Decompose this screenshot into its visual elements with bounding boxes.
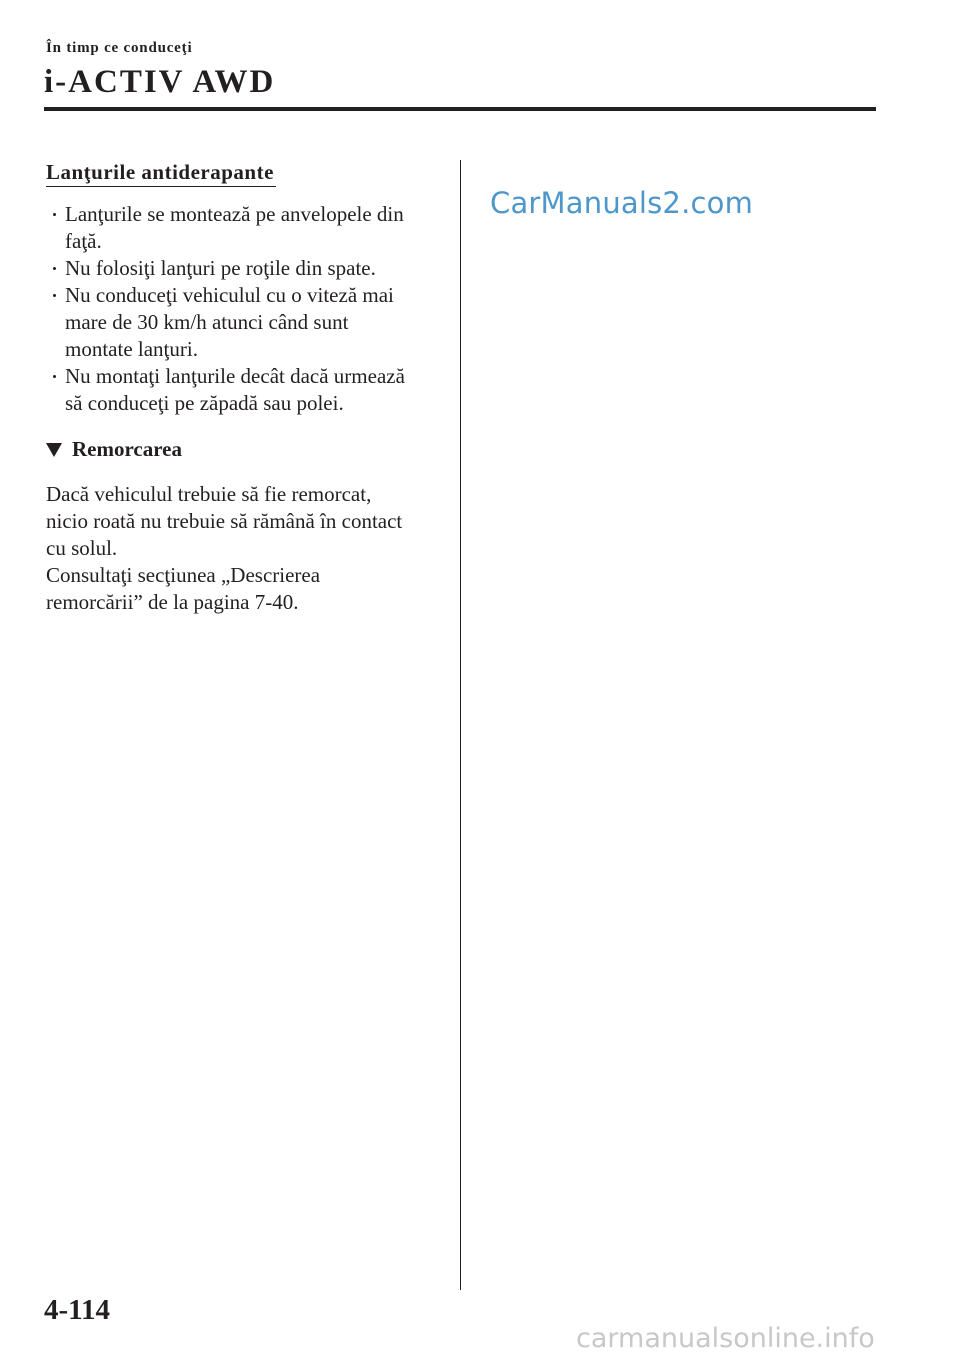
bullet-icon [53,375,56,378]
chains-bullet-list [46,201,442,417]
bullet-icon [53,294,56,297]
towing-heading-label: Remorcarea [72,437,183,461]
bullet-line: Nu folosiţi lanţuri pe roţile din spate. [65,256,376,280]
bullet-line: montate lanţuri. [65,337,198,361]
triangle-down-icon [46,443,62,457]
towing-paragraph-1 [46,481,442,562]
breadcrumb: În timp ce conduceţi [46,40,193,56]
bullet-line: Nu montaţi lanţurile decât dacă urmează [65,364,405,388]
bullet-line: faţă. [65,229,102,253]
watermark-logo-bottom: carmanualsonline.info [576,1323,875,1354]
list-item [46,201,442,255]
bullet-icon [53,267,56,270]
list-item [46,282,442,363]
paragraph-line: Dacă vehiculul trebuie să fie remorcat, [46,482,372,506]
paragraph-line: nicio roată nu trebuie să rămână în contact [46,509,403,533]
list-item [46,363,442,417]
column-divider [460,160,461,1290]
towing-heading [46,435,442,463]
towing-paragraph-2 [46,562,442,616]
bullet-line: Nu conduceţi vehiculul cu o viteză mai [65,283,394,307]
bullet-line: să conduceţi pe zăpadă sau polei. [65,391,344,415]
bullet-line: Lanţurile se montează pe anvelopele din [65,202,404,226]
watermark-logo-top: CarManuals2.com [490,186,754,220]
page-title: i-ACTIV AWD [44,64,276,100]
list-item [46,255,442,282]
title-rule [44,107,876,111]
paragraph-line: Consultaţi secţiunea „Descrierea [46,563,321,587]
bullet-icon [53,213,56,216]
paragraph-line: remorcării” de la pagina 7-40. [46,590,299,614]
chains-heading: Lanţurile antiderapante [46,158,276,187]
page-number: 4-114 [44,1294,111,1326]
left-column [46,158,442,616]
paragraph-line: cu solul. [46,536,118,560]
bullet-line: mare de 30 km/h atunci când sunt [65,310,349,334]
